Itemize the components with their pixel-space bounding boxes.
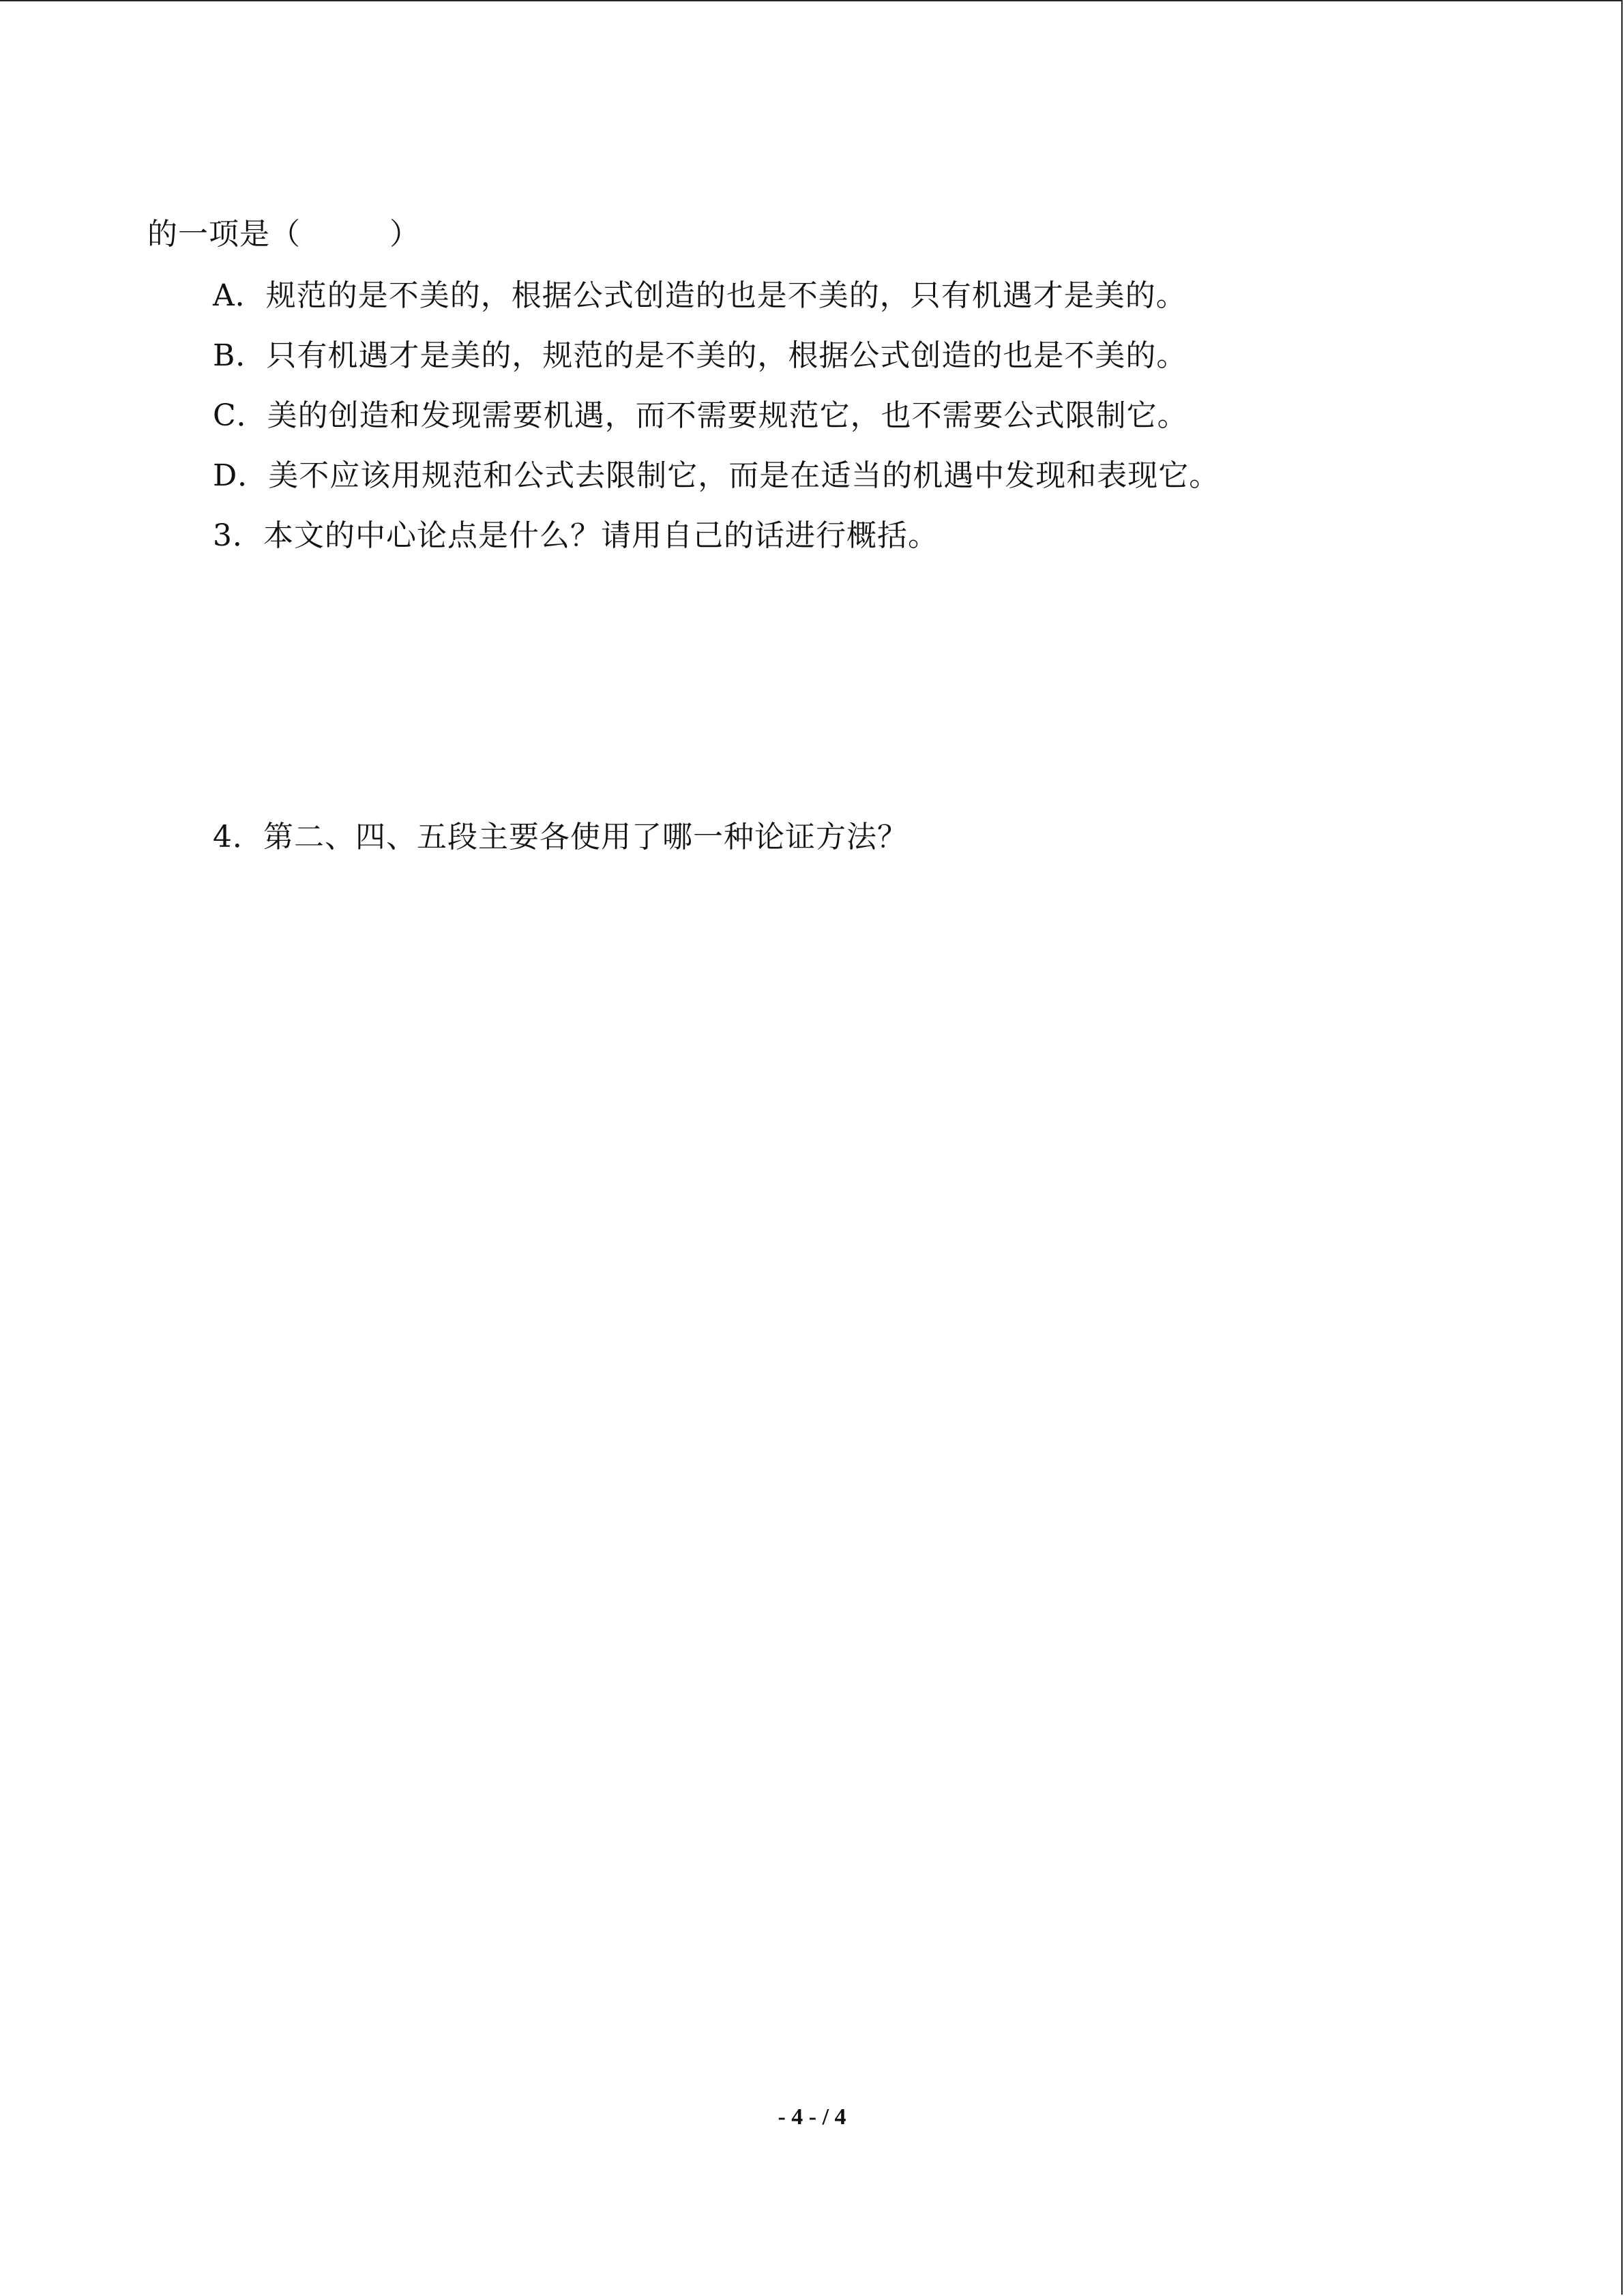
question-3 [213,516,939,556]
option-c-text: 美的创造和发现需要机遇，而不需要规范它，也不需要公式限制它。 [267,398,1188,433]
question-4 [213,817,908,858]
option-a [213,275,1187,316]
question-2-stem-continuation [147,214,420,255]
question-4-number: 4． [213,820,263,854]
option-b-text: 只有机遇才是美的，规范的是不美的，根据公式创造的也是不美的。 [266,338,1187,373]
question-3-text: 本文的中心论点是什么？请用自己的话进行概括。 [263,518,939,553]
question-3-number: 3． [213,518,263,553]
option-c-letter: C． [213,398,267,433]
option-a-letter: A． [213,278,266,313]
option-d [213,456,1220,496]
option-d-letter: D． [213,458,269,493]
option-b-letter: B． [213,338,267,373]
page-number: - 4 - / 4 [778,2104,846,2130]
option-c [213,396,1188,436]
question-3-answer-space[interactable] [213,566,1441,798]
option-b [213,336,1187,376]
question-4-answer-space[interactable] [213,867,1441,2027]
question-4-text: 第二、四、五段主要各使用了哪一种论证方法？ [263,820,908,854]
question-2-stem-close: ） [389,217,420,252]
option-a-text: 规范的是不美的，根据公式创造的也是不美的，只有机遇才是美的。 [265,278,1187,313]
question-2-stem-text: 的一项是（ [147,217,301,252]
option-d-text: 美不应该用规范和公式去限制它，而是在适当的机遇中发现和表现它。 [268,458,1220,493]
